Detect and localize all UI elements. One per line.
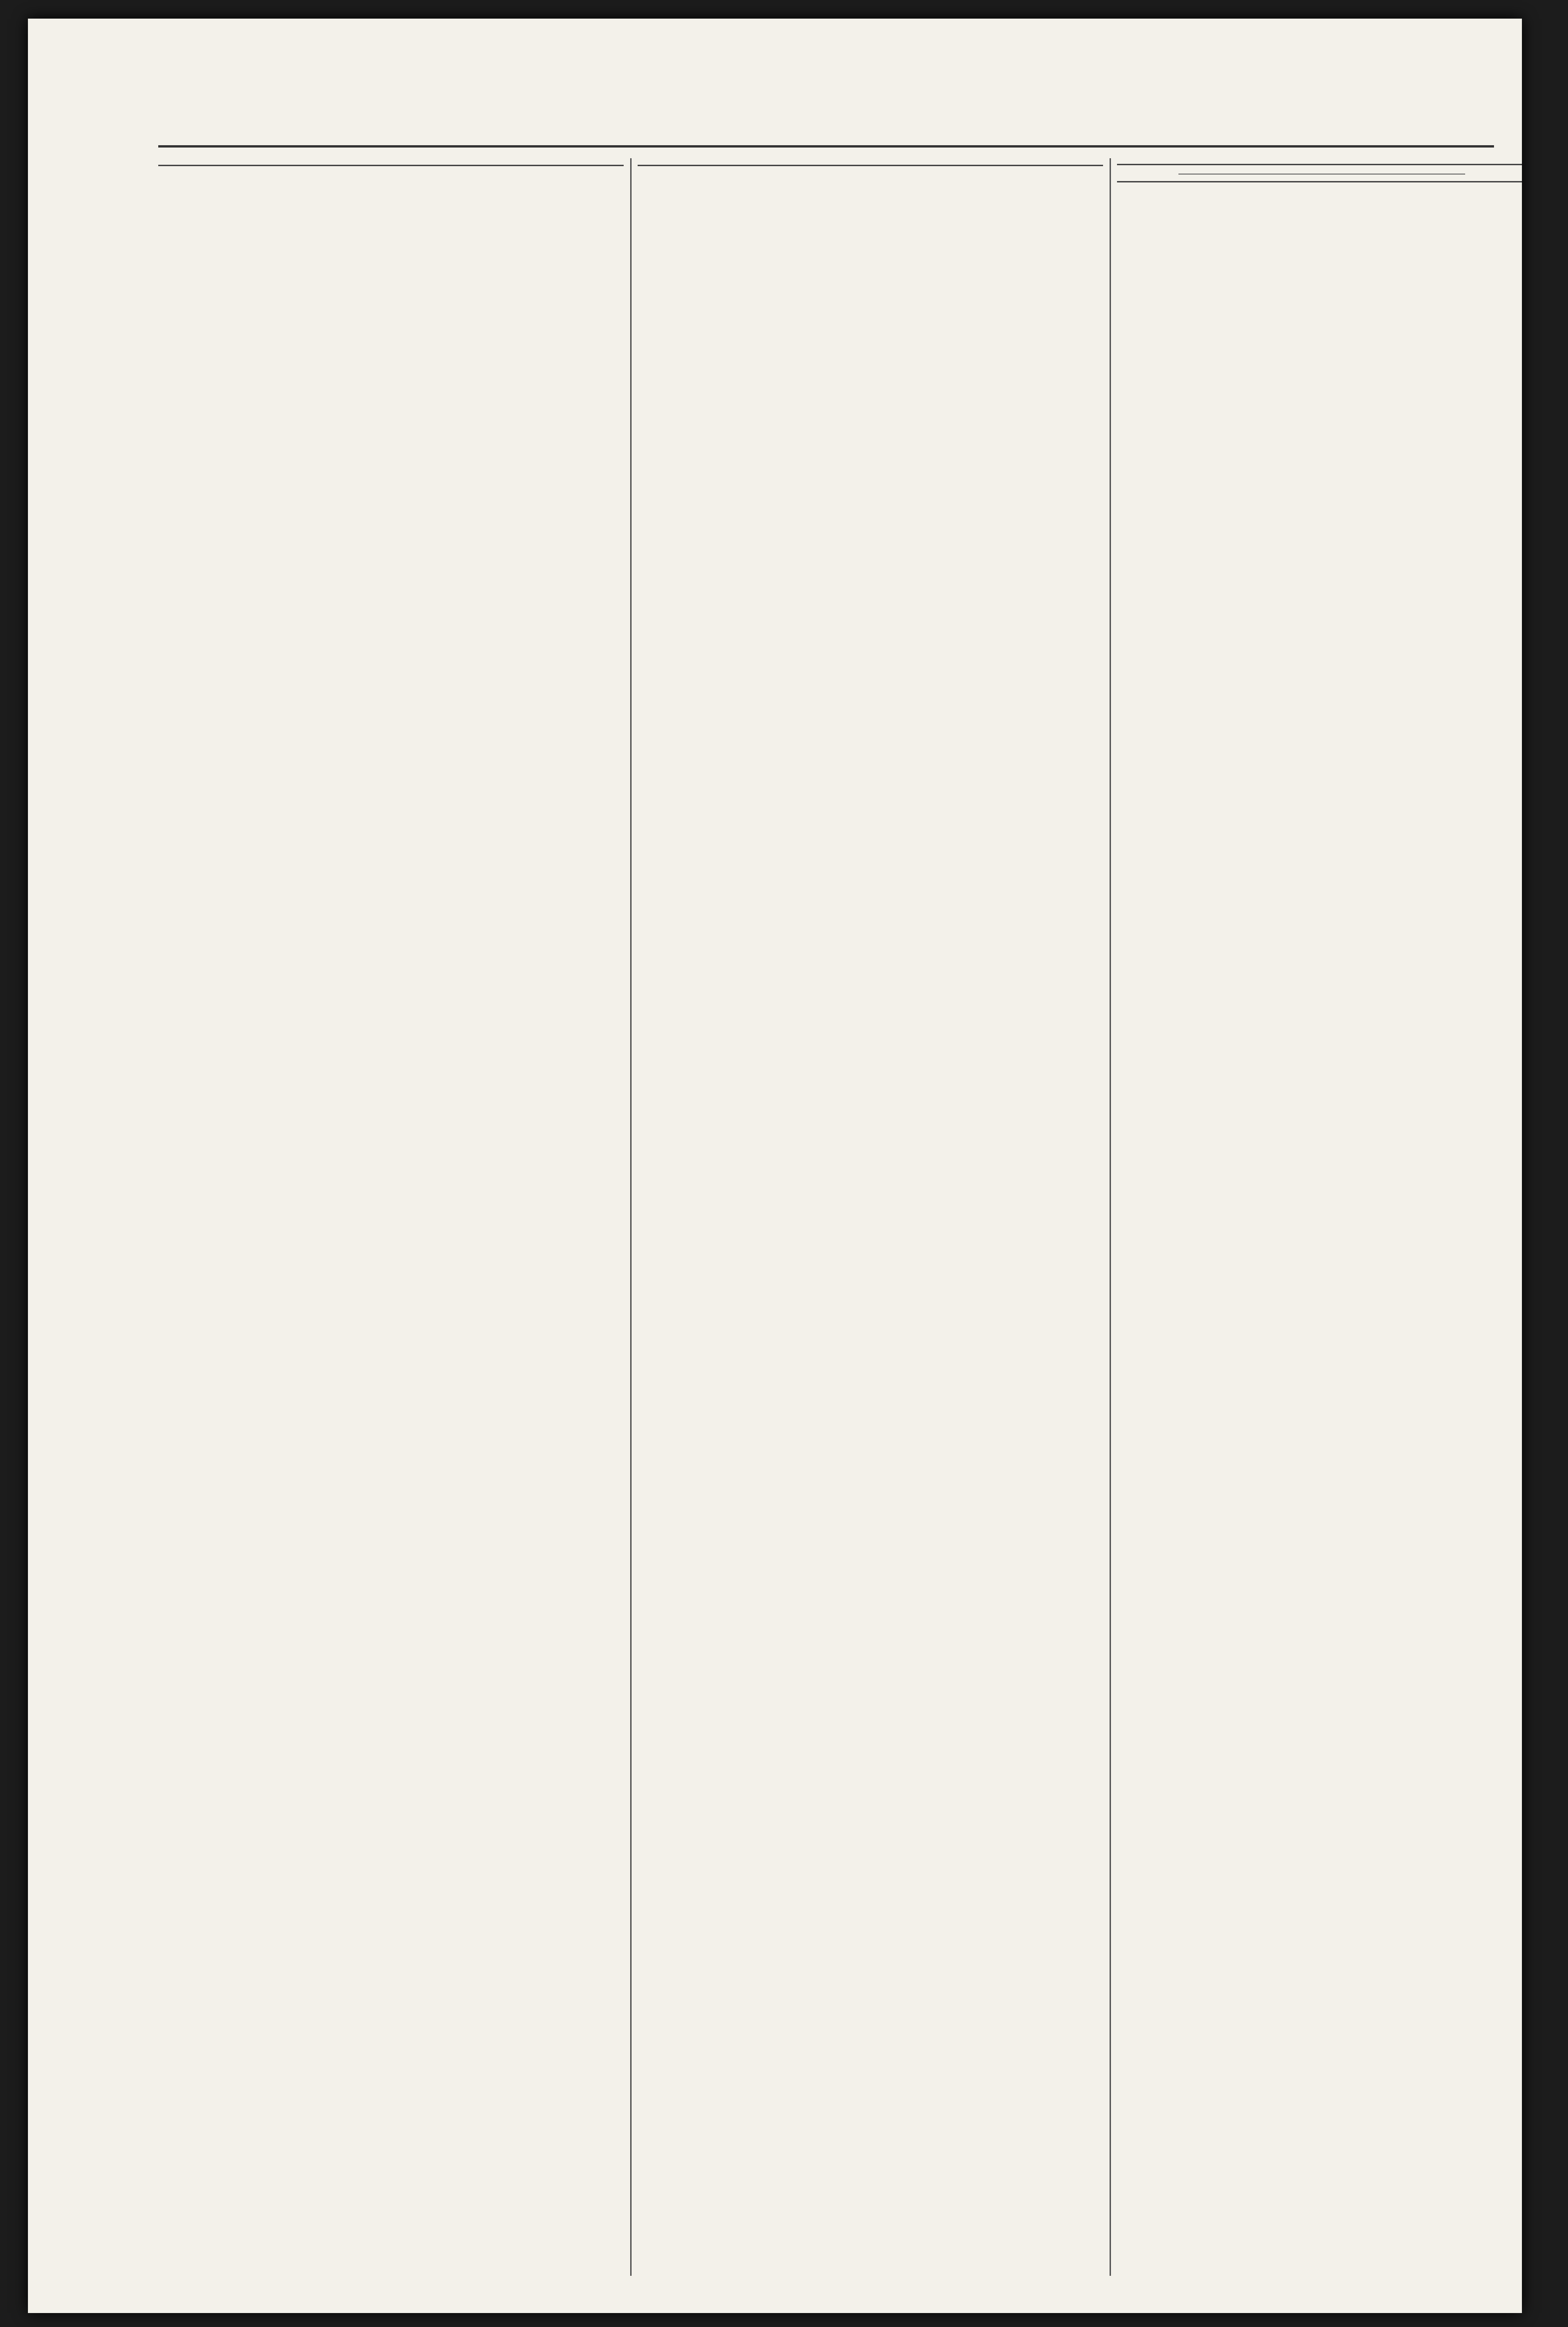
column-1	[158, 158, 624, 2276]
column-2	[638, 158, 1103, 2276]
section-divider	[1117, 181, 1522, 182]
section-divider	[638, 165, 1103, 166]
page-header	[158, 107, 1494, 144]
column-rule	[1110, 158, 1111, 2276]
column-3	[1117, 158, 1522, 2276]
header-rule	[158, 145, 1494, 148]
section-divider	[158, 165, 624, 166]
section-divider	[1117, 164, 1522, 165]
newspaper-page	[28, 19, 1522, 2313]
section-divider	[1178, 174, 1465, 175]
column-rule	[630, 158, 632, 2276]
